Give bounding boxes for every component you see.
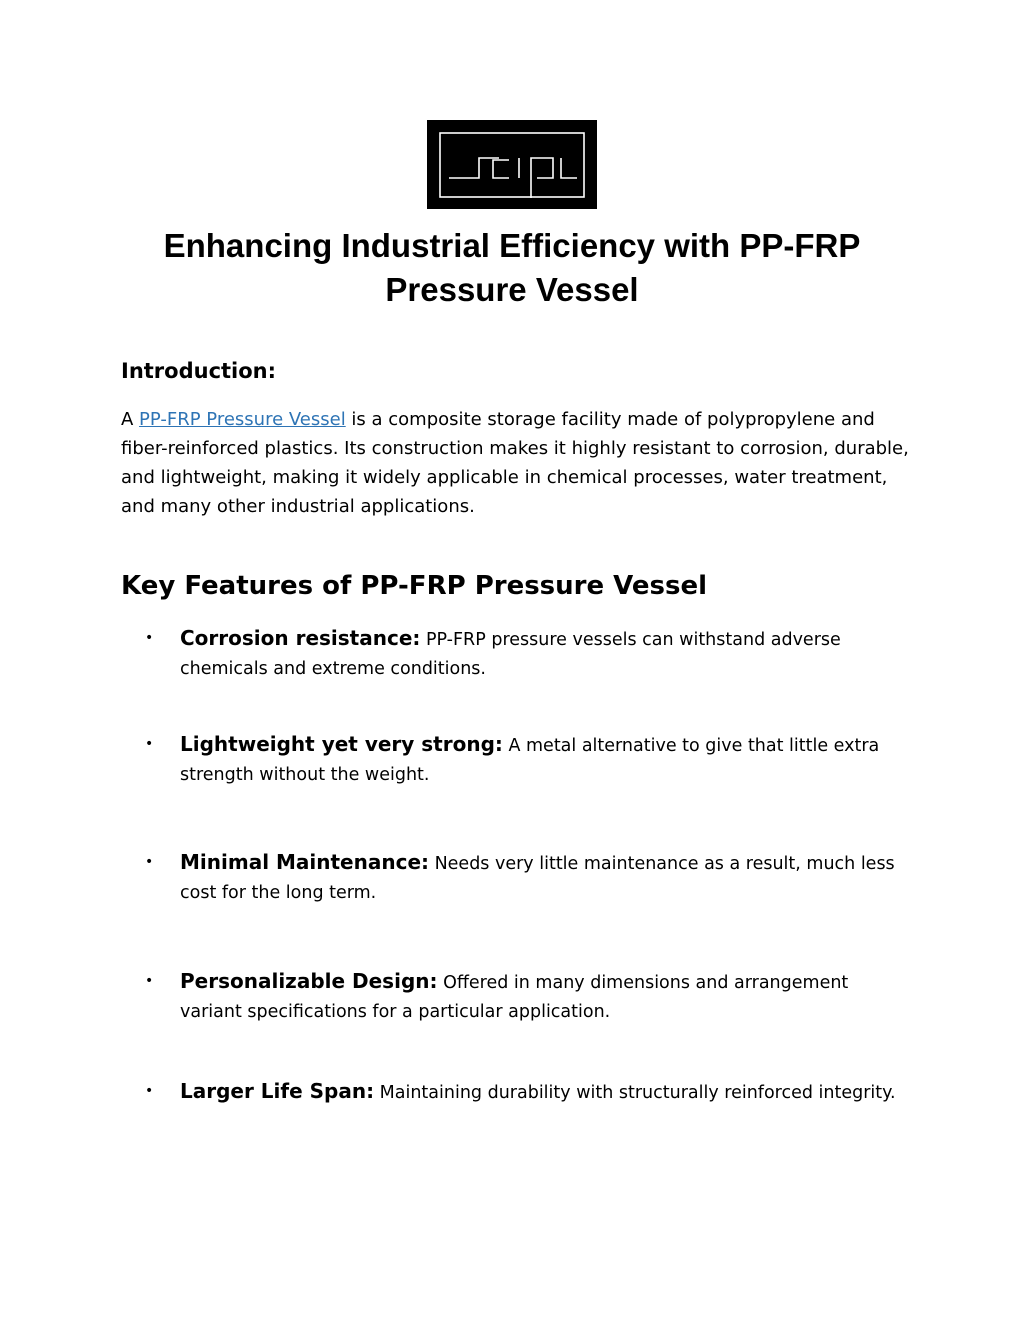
pp-frp-pressure-vessel-link[interactable]: PP-FRP Pressure Vessel <box>139 409 346 430</box>
feature-text: A metal alternative to give that little extra strength without the weight. <box>180 736 880 785</box>
feature-text: Needs very little maintenance as a result, much less cost for the long term. <box>180 854 895 903</box>
feature-text: Maintaining durability with structurally reinforced integrity. <box>374 1083 896 1103</box>
feature-item-lightweight <box>145 730 910 790</box>
feature-title: Personalizable Design: <box>180 969 438 993</box>
intro-body: is a composite storage facility made of polypropylene and fiber-reinforced plastics. Its construction makes it highly resistant to corrosion, durable, and lightweight, making it widely applicable in chemical processes, water treatment, and many other industrial applications. <box>121 409 909 517</box>
feature-title: Minimal Maintenance: <box>180 850 430 874</box>
bullet-icon: • <box>145 630 154 646</box>
feature-item-personalizable-design <box>145 967 910 1027</box>
feature-item-corrosion-resistance <box>145 624 910 684</box>
company-logo <box>427 120 597 209</box>
feature-title: Larger Life Span: <box>180 1079 375 1103</box>
bullet-icon: • <box>145 973 154 989</box>
bullet-icon: • <box>145 1083 154 1099</box>
introduction-heading: Introduction: <box>121 359 277 383</box>
key-features-heading: Key Features of PP-FRP Pressure Vessel <box>121 571 708 601</box>
introduction-paragraph <box>121 405 911 521</box>
scipl-logo-mark <box>427 120 597 209</box>
feature-item-larger-life-span <box>145 1077 910 1108</box>
document-title: Enhancing Industrial Efficiency with PP-FRP Pressure Vessel <box>163 227 861 308</box>
feature-text: Offered in many dimensions and arrangement variant specifications for a particular application. <box>180 973 849 1022</box>
feature-item-minimal-maintenance <box>145 848 910 908</box>
feature-text: PP-FRP pressure vessels can withstand adverse chemicals and extreme conditions. <box>180 630 841 679</box>
bullet-icon: • <box>145 854 154 870</box>
feature-title: Corrosion resistance: <box>180 626 421 650</box>
intro-prefix: A <box>121 409 140 430</box>
bullet-icon: • <box>145 736 154 752</box>
feature-title: Lightweight yet very strong: <box>180 732 503 756</box>
